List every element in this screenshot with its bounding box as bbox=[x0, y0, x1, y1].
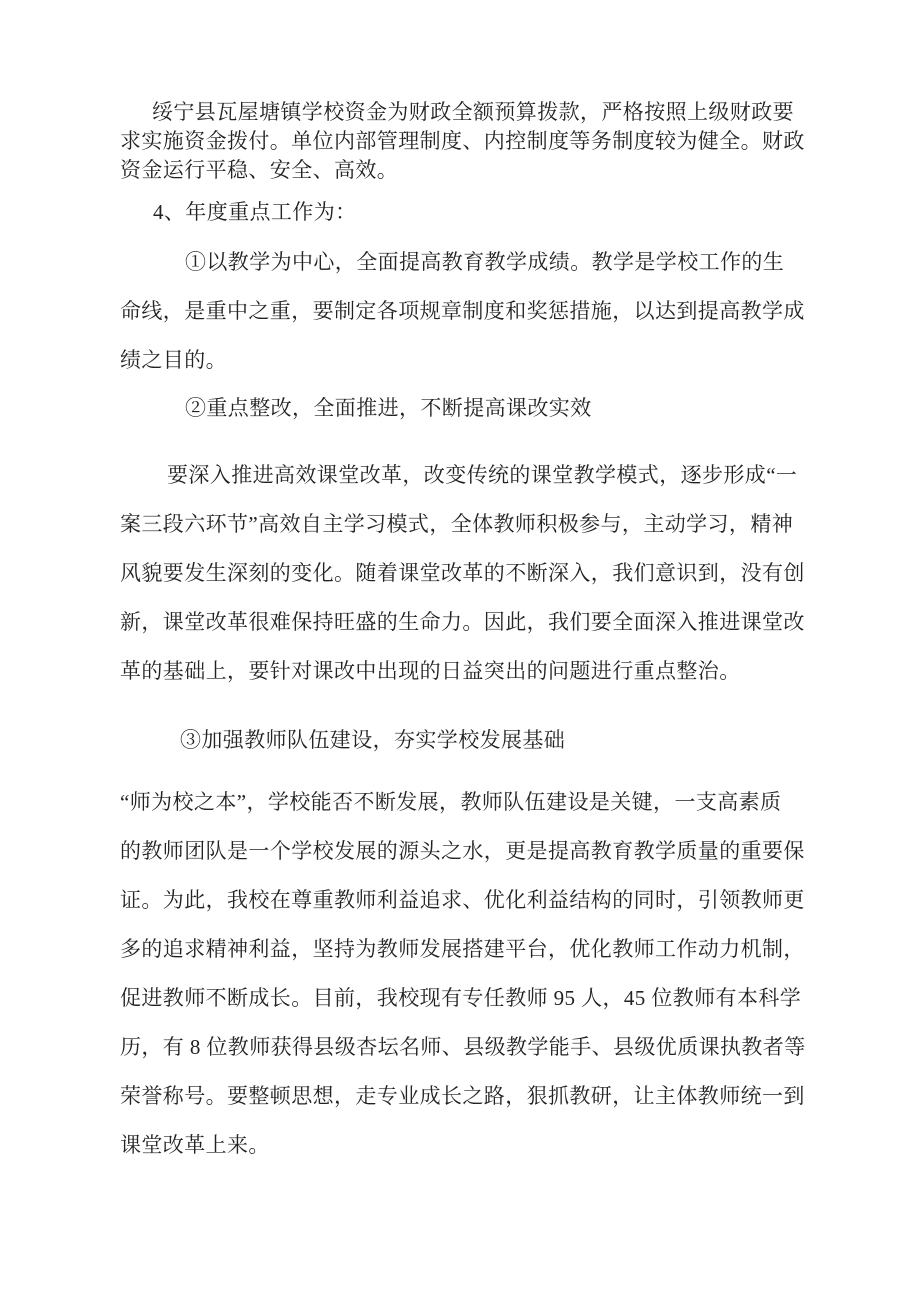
paragraph-funding-overview bbox=[120, 98, 812, 185]
paragraph-teacher-team-detail bbox=[120, 778, 812, 1170]
text-line: 命线，是重中之重，要制定各项规章制度和奖惩措施，以达到提高教学成 bbox=[120, 299, 805, 323]
text-line: “师为校之本”，学校能否不断发展，教师队伍建设是关键，一支高素质 bbox=[120, 790, 782, 814]
text-line: 多的追求精神利益，坚持为教师发展搭建平台，优化教师工作动力机制， bbox=[120, 937, 805, 961]
text-line: 风貌要发生深刻的变化。随着课堂改革的不断深入，我们意识到，没有创 bbox=[120, 561, 805, 585]
heading-item-2-curriculum-reform bbox=[120, 384, 812, 433]
text-line: ③加强教师队伍建设，夯实学校发展基础 bbox=[180, 728, 566, 752]
text-line: 要深入推进高效课堂改革，改变传统的课堂教学模式，逐步形成“一 bbox=[167, 463, 798, 487]
text-line: 历，有 8 位教师获得县级杏坛名师、县级教学能手、县级优质课执教者等 bbox=[120, 1035, 806, 1059]
text-line: ①以教学为中心，全面提高教育教学成绩。教学是学校工作的生 bbox=[185, 250, 785, 274]
heading-annual-key-work bbox=[120, 198, 812, 227]
text-line: 求实施资金拨付。单位内部管理制度、内控制度等务制度较为健全。财政 bbox=[120, 129, 805, 153]
text-line: 4、年度重点工作为： bbox=[153, 200, 357, 224]
text-line: 绥宁县瓦屋塘镇学校资金为财政全额预算拨款，严格按照上级财政要 bbox=[152, 100, 794, 124]
heading-item-3-teacher-team bbox=[120, 716, 812, 765]
paragraph-classroom-reform-detail bbox=[120, 451, 812, 696]
text-line: 促进教师不断成长。目前，我校现有专任教师 95 人，45 位教师有本科学 bbox=[120, 986, 802, 1010]
text-line: ②重点整改，全面推进，不断提高课改实效 bbox=[185, 396, 592, 420]
text-line: 新，课堂改革很难保持旺盛的生命力。因此，我们要全面深入推进课堂改 bbox=[120, 610, 805, 634]
text-line: 荣誉称号。要整顿思想，走专业成长之路，狠抓教研，让主体教师统一到 bbox=[120, 1084, 805, 1108]
text-line: 资金运行平稳、安全、高效。 bbox=[120, 158, 399, 182]
text-line: 的教师团队是一个学校发展的源头之水，更是提高教育教学质量的重要保 bbox=[120, 839, 805, 863]
paragraph-item-1-teaching-center bbox=[120, 238, 812, 385]
text-line: 案三段六环节”高效自主学习模式，全体教师积极参与，主动学习，精神 bbox=[120, 512, 794, 536]
text-line: 革的基础上，要针对课改中出现的日益突出的问题进行重点整治。 bbox=[120, 659, 741, 683]
text-line: 课堂改革上来。 bbox=[120, 1133, 270, 1157]
text-line: 证。为此，我校在尊重教师利益追求、优化利益结构的同时，引领教师更 bbox=[120, 888, 805, 912]
text-line: 绩之目的。 bbox=[120, 348, 227, 372]
